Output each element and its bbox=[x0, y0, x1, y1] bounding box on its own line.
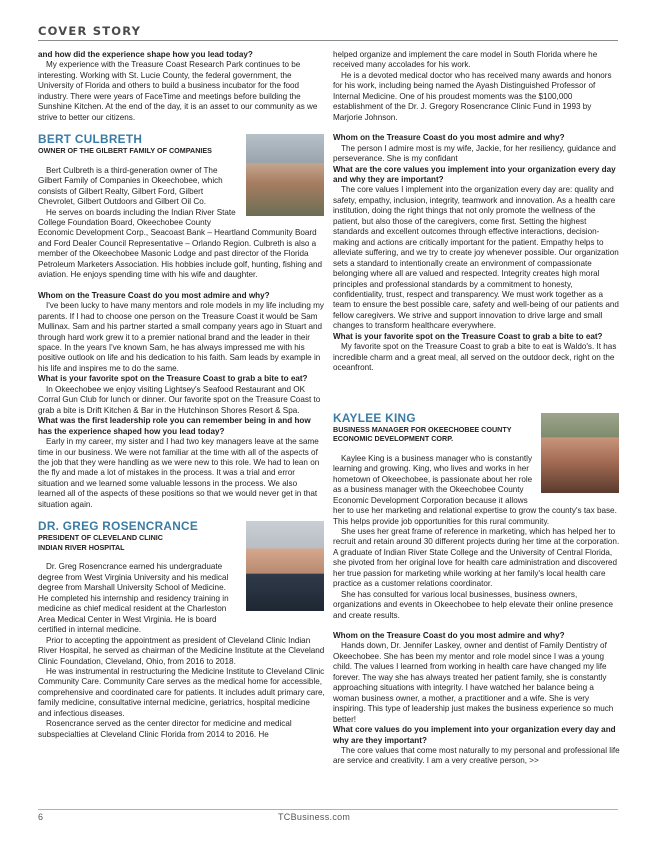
bio-paragraph: He was instrumental in restructuring the Medicine Institute to Cleveland Clinic Community Care. Community Care serves as the medical home for accessible, comprehensive and coordinated care for patients. It includes adult primary care, family medicine, consultative internal medicine, geriatrics, hospital medicine and infectious diseases. bbox=[38, 666, 325, 718]
question: What core values do you implement into your organization every day and why are they important? bbox=[333, 725, 616, 745]
bio-paragraph: Prior to accepting the appointment as president of Cleveland Clinic Indian River Hospital, he served as chairman of the Medicine Institute at the Cleveland Clinic Foundation, Cleveland, Ohio, from 2016 to 2018. bbox=[38, 635, 325, 666]
question: What are the core values you implement into your organization every day and why they are important? bbox=[333, 164, 616, 184]
question: Whom on the Treasure Coast do you most admire and why? bbox=[333, 631, 565, 641]
page-number: 6 bbox=[38, 812, 44, 822]
question: What is your favorite spot on the Treasure Coast to grab a bite to eat? bbox=[333, 331, 603, 341]
footer-divider bbox=[38, 809, 618, 810]
answer: Early in my career, my sister and I had two key managers leave at the same time in our business. We were not familiar at the time with all of the aspects of the job that they were handling as we were new to this role. We had to lean on the fly and made a lot of mistakes in the process. It was a trial and error situation and we learned some valuable lessons in the process. We also learned all of the aspects of these positions so that we would never get in that situation again. bbox=[38, 437, 320, 509]
profile-title: INDIAN RIVER HOSPITAL bbox=[38, 542, 125, 552]
answer: Hands down, Dr. Jennifer Laskey, owner and dentist of Family Dentistry of Okeechobee. She has been my mentor and role model since I was a young child. The values I learned from working in health care have changed my life forever. The way she has always treated her patient family, she is constantly approaching situations with integrity. I have watched her balance being a woman business owner, a mother, a practitioner and a wife. She is very inspiring. This type of leadership just makes the business experience so much better! bbox=[333, 641, 614, 724]
question: What was the first leadership role you can remember being in and how has the experience shaped how you lead today? bbox=[38, 416, 311, 436]
page-footer bbox=[38, 809, 618, 823]
bio-paragraph: He serves on boards including the Indian River State College Foundation Board, Okeechobee County Economic Development Corp., Seacoast Bank – Heartland Community Board and Ford Dealer Council Representative – Orlando Region. Culbreth is also a member of the Okeechobee Masonic Lodge and past director of the Florida Petroleum Marketers Association. His hobbies include golf, hunting, fishing and aviation. He enjoys spending time with his wife and daughter. bbox=[38, 207, 323, 280]
bio-paragraph: helped organize and implement the care model in South Florida where he received many accolades for his work. bbox=[333, 50, 598, 70]
answer: My experience with the Treasure Coast Research Park continues to be interesting. Working with St. Lucie County, the federal government, the University of Florida and others to build a business incubator for the food industry. There were years of FaceTime and meetings before building the Sunshine Kitchen. At the end of the day, it is an asset to our community as we strive to better our citizens. bbox=[38, 60, 318, 122]
answer: I've been lucky to have many mentors and role models in my life including my parents. If I had to choose one person on the Treasure Coast it would be Sam Mullinax. Sam and his partner started a small company years ago in Stuart and through hard work grew it to a premier national brand and the leader in their space. In the years I've known Sam, he has always impressed me with his positive outlook on life and his dedication to his faith. Sam leads by example in his life and inspires me to do the same. bbox=[38, 301, 324, 373]
profile-name: KAYLEE KING bbox=[333, 410, 416, 425]
kaylee-portrait-photo bbox=[540, 412, 620, 494]
bio-paragraph: She uses her great frame of reference in marketing, which has helped her to recruit and retain around 30 different projects during her time at the corporation. A graduate of Indian River State College and the University of Central Florida, she pivoted from her original love for health care administration and discovered her true passion for marketing while working at her family's local health care practice as a customer relations coordinator. bbox=[333, 526, 620, 589]
bio-paragraph: Rosencrance served as the center director for medicine and medical subspecialties at Cleveland Clinic Florida from 2014 to 2016. He bbox=[38, 719, 292, 739]
section-header bbox=[38, 24, 618, 40]
site-url: TCBusiness.com bbox=[278, 812, 351, 822]
question: and how did the experience shape how you lead today? bbox=[38, 50, 253, 59]
bert-portrait-photo bbox=[245, 133, 325, 217]
profile-title: OWNER OF THE GILBERT FAMILY OF COMPANIES bbox=[38, 146, 212, 156]
answer: In Okeechobee we enjoy visiting Lightsey's Seafood Restaurant and OK Corral Gun Club for lunch or dinner. Our favorite spot on the Treasure Coast to grab a bite is Drift Kitchen & Bar in the Hutchinson Shores Resort & Spa. bbox=[38, 384, 321, 415]
header-divider bbox=[38, 40, 618, 41]
question: Whom on the Treasure Coast do you most admire and why? bbox=[38, 290, 270, 300]
greg-portrait-photo bbox=[245, 520, 325, 612]
question: Whom on the Treasure Coast do you most admire and why? bbox=[333, 133, 565, 143]
profile-title: PRESIDENT OF CLEVELAND CLINIC bbox=[38, 533, 163, 543]
bio-paragraph: Dr. Greg Rosencrance earned his undergraduate degree from West Virginia University and his medical degree from Marshall University School of Medicine. He completed his internship and residency training in medicine as chief medical resident at the Charleston Area Medical Center in West Virginia. He is board certified in internal medicine. bbox=[38, 562, 229, 635]
right-column bbox=[333, 50, 620, 767]
answer: The person I admire most is my wife, Jackie, for her resiliency, guidance and perseverance. She is my confidant bbox=[333, 143, 616, 164]
question: What is your favorite spot on the Treasure Coast to grab a bite to eat? bbox=[38, 374, 308, 384]
answer: The core values that come most naturally to my personal and professional life are service and creativity. I am a very creative person, >> bbox=[333, 746, 620, 766]
profile-name: BERT CULBRETH bbox=[38, 132, 143, 147]
bio-paragraph: Bert Culbreth is a third-generation owner of The Gilbert Family of Companies in Okeechobee, which consists of Gilbert Realty, Gilbert Ford, Gilbert Chevrolet, Gilbert Outdoors and Gilbert Oil Co. bbox=[38, 165, 223, 207]
profile-title: ECONOMIC DEVELOPMENT CORP. bbox=[333, 434, 454, 444]
answer: The core values I implement into the organization every day are: quality and safety, empathy, inclusion, integrity, teamwork and innovation. As a health care institution, doing the right things that not only promote the wellness of the patient, but also those of the caregivers, come first. Setting the highest standards and excellent outcomes through effective interactions, decision-making and actions are critically important for the patient. Empathy helps to alleviate suffering, and we try to create joy whenever possible. Our organization sets a standard to intentionally create an environment of compassionate belonging where all are valued and respected. Integrity creates high moral principles and professional standards by a commitment to honesty, confidentiality, trust, respect and transparency. We must work together as a team to ensure the best possible care, safety and well-being of our patients and fellow caregivers. We strive and support innovation to drive large and small changes to transform healthcare everywhere. bbox=[333, 185, 619, 331]
left-column bbox=[38, 50, 325, 740]
profile-name: DR. GREG ROSENCRANCE bbox=[38, 519, 199, 534]
answer: My favorite spot on the Treasure Coast to grab a bite to eat is Waldo's. It has incredible charm and a great meal, all served on the outdoor deck, right on the oceanfront. bbox=[333, 342, 617, 373]
bio-paragraph: Kaylee King is a business manager who is constantly learning and growing. King, who lives and works in her hometown of Okeechobee, is passionate about her role as a business manager with the Okeechobee County Economic Development Corporation because it allows her to use her marketing and relational expertise to grow the county's tax base. This helps provide job opportunities for this rural community. bbox=[333, 453, 617, 526]
bio-paragraph: She has consulted for various local businesses, business owners, organizations and events in Okeechobee to help elevate their online presence and create results. bbox=[333, 589, 614, 620]
bio-paragraph: He is a devoted medical doctor who has received many awards and honors for his work, including being named the Ayash Distinguished Professor of Internal Medicine. One of his proudest moments was the $100,000 establishment of the Dr. J. Gregory Rosencrance Clinic Fund in 1993 by Marjorie Johnson. bbox=[333, 70, 612, 122]
profile-title: BUSINESS MANAGER FOR OKEECHOBEE COUNTY bbox=[333, 424, 512, 434]
section-title: COVER STORY bbox=[38, 24, 142, 38]
